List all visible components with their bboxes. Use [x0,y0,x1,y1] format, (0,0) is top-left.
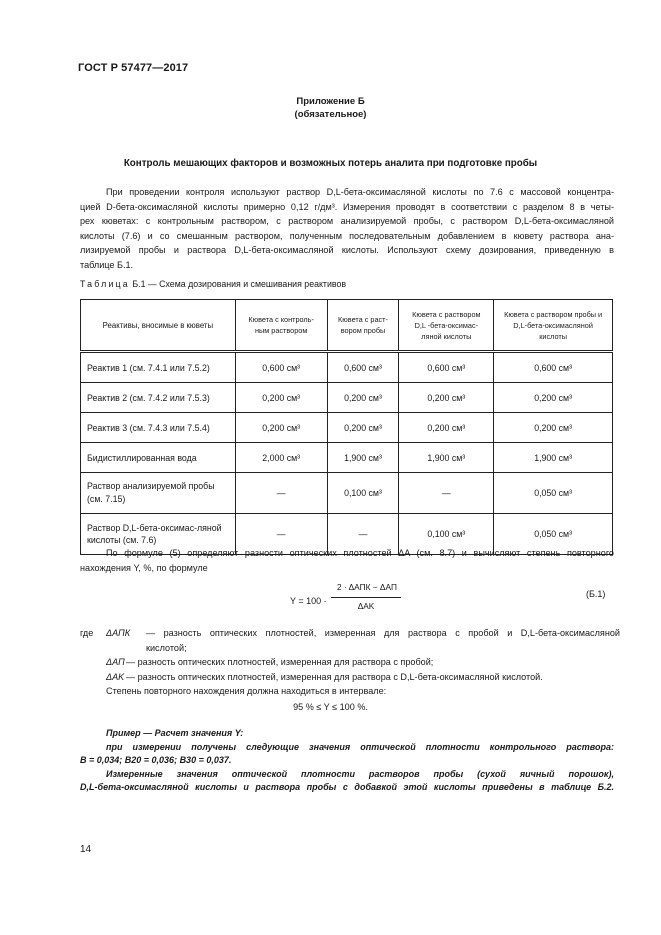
example-title: Пример — Расчет значения Y: [106,728,244,738]
table-cell: 0,600 см³ [235,352,327,383]
table-cell: — [327,514,399,555]
table-cell: 0,200 см³ [327,413,399,443]
formula-intro-line: По формуле (5) определяют разности оптических плотностей ΔA (см. 8.7) и вычисляют степень повторного [106,548,614,558]
interval-value: 95 % ≤ Y ≤ 100 %. [293,702,368,712]
table-header-row [81,300,613,352]
table-cell: 1,900 см³ [494,443,613,473]
table-header-cell: Кювета с раствором пробы и D,L-бета-оксимасляной кислоты [494,300,613,352]
table-row [81,443,613,473]
intro-line: При проведении контроля используют раствор D,L-бета-оксимасляной кислоты по 7.6 с массовой концентра- [106,187,614,197]
intro-line: рех кюветах: с контрольным раствором, с раствором анализируемой пробы, с раствором D,L-бета-оксимасляной [80,216,614,227]
appendix-title: Приложение Б [296,96,365,107]
table-cell: 1,900 см³ [399,443,494,473]
table-cell-label: Раствор анализируемой пробы (см. 7.15) [81,473,236,514]
table-cell: 0,600 см³ [494,352,613,383]
where-cont: кислотой; [146,642,187,653]
table-cell: 0,600 см³ [399,352,494,383]
table-cell: — [235,514,327,555]
table-cell: 0,050 см³ [494,473,613,514]
intro-line: цией D-бета-оксимасляной кислоты примерно 0,12 г/дм³. Измерения проводят в соответствии с разделом 8 в четы- [80,201,614,212]
table-cell: 0,200 см³ [399,383,494,413]
example-line: Измеренные значения оптической плотности растворов пробы (сухой яичный порошок), [106,768,614,779]
table-cell: 0,200 см³ [327,383,399,413]
table-caption [80,279,346,289]
where-item [80,655,620,670]
where-item [80,670,620,685]
formula-intro-line: нахождения Y, %, по формуле [80,562,208,573]
table-cell: 0,600 см³ [327,352,399,383]
formula-number: (Б.1) [586,589,606,599]
table-cell-label: Реактив 1 (см. 7.4.1 или 7.5.2) [81,352,236,383]
formula-numerator: 2 · ΔAПК − ΔAП [337,582,397,592]
table-header-cell: Кювета с раст-вором пробы [327,300,399,352]
where-symbol: ΔAП [106,657,125,668]
table-cell: 1,900 см³ [327,443,399,473]
table-cell: 0,100 см³ [327,473,399,514]
where-text: — разность оптических плотностей, измеренная для раствора с пробой и D,L-бета-оксимасляной [146,628,620,638]
interval-text: Степень повторного нахождения должна находиться в интервале: [106,686,387,697]
table-row [81,413,613,443]
table-row [81,383,613,413]
table-header-cell: Реактивы, вносимые в кюветы [81,300,236,352]
example-line: при измерении получены следующие значения оптической плотности контрольного раствора: [106,741,614,752]
example-line: B = 0,034; B20 = 0,036; B30 = 0,037. [80,755,232,765]
appendix-status: (обязательное) [294,109,367,120]
intro-paragraph [80,185,614,273]
table-cell: 0,200 см³ [235,413,327,443]
table-header-cell: Кювета с раствором D,L -бета-оксимас-ляной кислоты [399,300,494,352]
dosing-table [80,299,613,555]
example-block [80,727,614,795]
fraction-bar [331,597,401,598]
table-cell: 0,050 см³ [494,514,613,555]
formula-intro [80,546,614,575]
table-header-cell: Кювета с контроль-ным раствором [235,300,327,352]
table-caption-prefix: Таблица [80,279,130,289]
where-block [80,626,620,699]
intro-line: кислоты (7.6) и со смешанным раствором, полученным последовательным добавлением в кювету раствора ана- [80,230,614,241]
where-prefix: где [80,628,94,638]
table-cell: 0,200 см³ [235,383,327,413]
table-cell-label: Раствор D,L-бета-оксимас-ляной кислоты (см. 7.6) [81,514,236,555]
where-symbol: ΔAПК [106,628,131,638]
table-cell-label: Реактив 3 (см. 7.4.3 или 7.5.4) [81,413,236,443]
table-cell-label: Бидистиллированная вода [81,443,236,473]
section-title: Контроль мешающих факторов и возможных потерь аналита при подготовке пробы [123,158,538,169]
table-cell: 2,000 см³ [235,443,327,473]
table-cell: — [399,473,494,514]
table-cell: — [235,473,327,514]
table-row [81,473,613,514]
table-cell-label: Реактив 2 (см. 7.4.2 или 7.5.3) [81,383,236,413]
table-cell: 0,200 см³ [399,413,494,443]
formula-lhs: Y = 100 · [290,596,327,606]
example-line: D,L-бета-оксимасляной кислоты и раствора пробы с добавкой этой кислоты приведены в таблице Б.2. [80,782,614,792]
document-header: ГОСТ Р 57477—2017 [78,62,189,74]
intro-line: таблице Б.1. [80,259,134,270]
table-cell: 0,100 см³ [399,514,494,555]
intro-line: лизируемой пробы и раствора D,L-бета-оксимасляной кислоты. Используют схему дозирования, приведенную в [80,245,614,256]
table-cell: 0,200 см³ [494,413,613,443]
where-text: — разность оптических плотностей, измеренная для раствора с D,L-бета-оксимасляной кислотой. [126,671,543,682]
page-number: 14 [80,844,92,855]
table-cell: 0,200 см³ [494,383,613,413]
formula-denominator: ΔAK [357,601,375,611]
where-symbol: ΔAK [106,671,125,682]
where-item [80,626,620,641]
table-row [81,352,613,383]
where-text: — разность оптических плотностей, измеренная для раствора с пробой; [126,657,434,668]
table-caption-text: Б.1 — Схема дозирования и смешивания реактивов [132,279,347,289]
